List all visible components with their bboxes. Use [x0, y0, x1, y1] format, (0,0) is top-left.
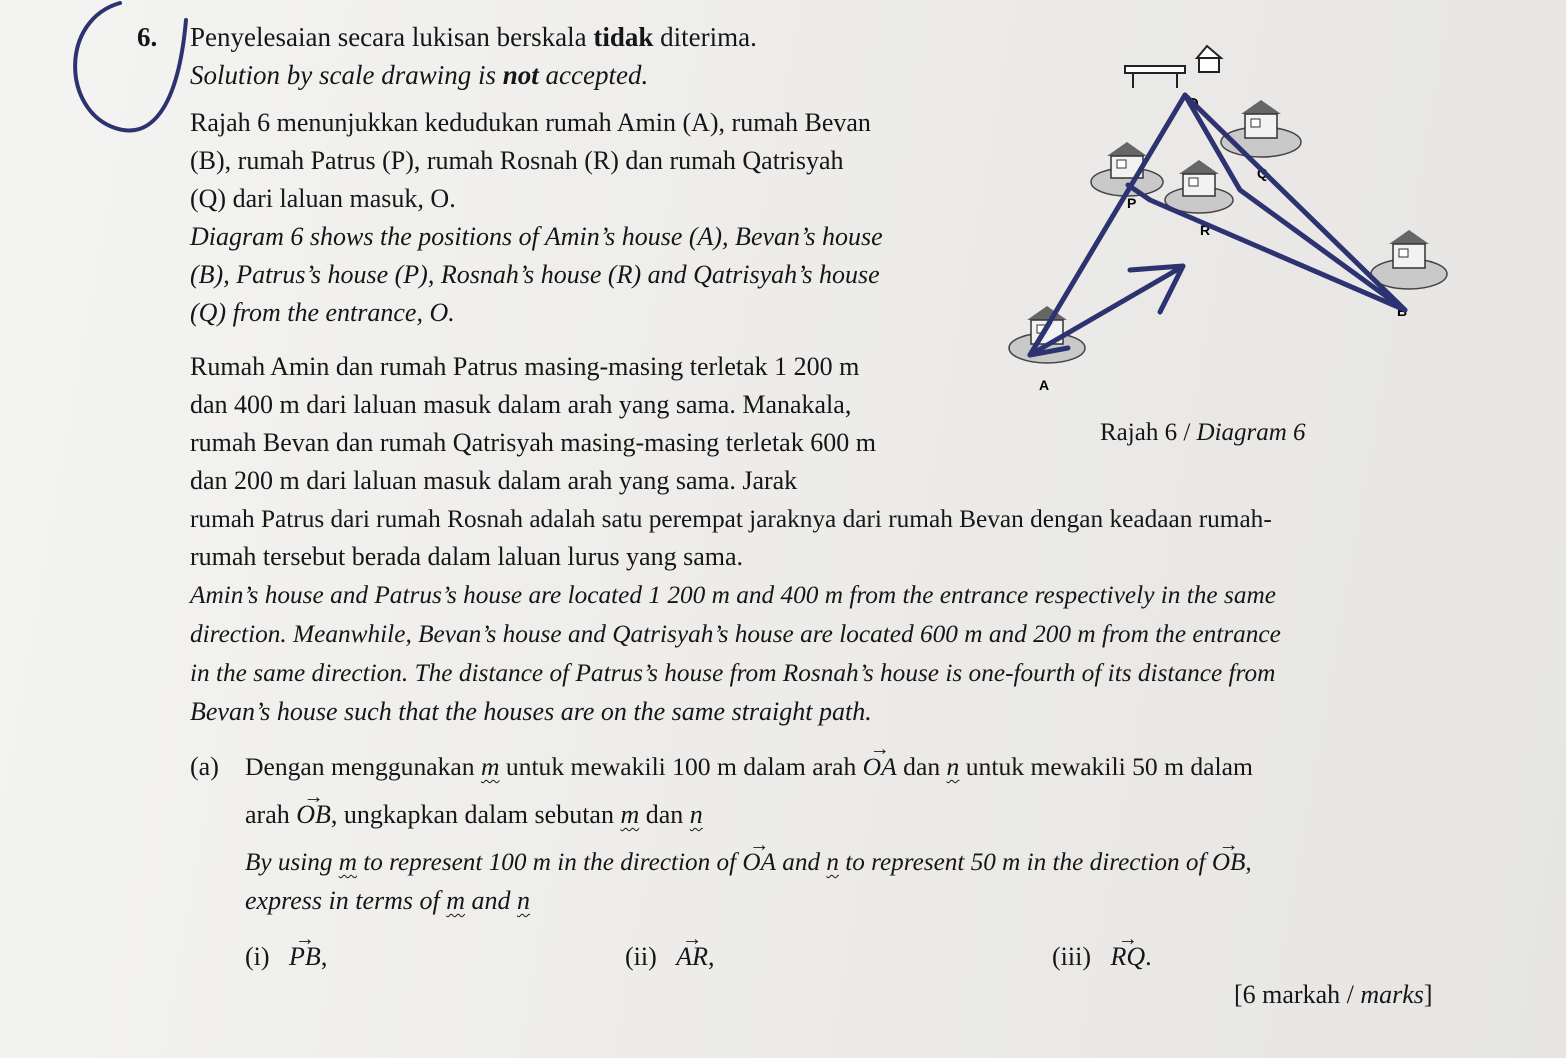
part-a-label: (a) — [190, 752, 219, 781]
para-ms-line-4: dan 200 m dari laluan masuk dalam arah yang sama. Jarak — [190, 466, 798, 495]
para-ms-line-5: rumah Patrus dari rumah Rosnah adalah satu perempat jaraknya dari rumah Bevan dengan keadaan rumah- — [190, 505, 1272, 533]
instruction-en: Solution by scale drawing is not accepted. — [190, 60, 649, 90]
label-Q: Q — [1257, 165, 1268, 181]
vector-ar: → AR — [676, 942, 708, 972]
para-ms-line-1: Rumah Amin dan rumah Patrus masing-masing terletak 1 200 m — [190, 352, 860, 381]
label-O: O — [1187, 95, 1199, 112]
marks-allocation: [6 markah / marks] — [1234, 980, 1433, 1009]
para-en-line-4: Bevan’s house such that the houses are on the same straight path. — [190, 697, 872, 726]
label-R: R — [1200, 222, 1211, 238]
vector-ob: → OB — [296, 800, 331, 830]
para-ms-line-3: rumah Bevan dan rumah Qatrisyah masing-masing terletak 600 m — [190, 428, 876, 457]
sub-question-i: (i) → PB, — [245, 942, 327, 972]
para-en-line-1: Amin’s house and Patrus’s house are located 1 200 m and 400 m from the entrance respectively in the same — [190, 581, 1276, 609]
sub-question-ii: (ii) → AR, — [625, 942, 715, 972]
vector-rq: → RQ — [1111, 942, 1146, 972]
house-B-icon — [1371, 230, 1447, 289]
diagram-6 — [975, 30, 1475, 410]
vector-oa: → OA — [863, 752, 897, 782]
intro-en-line-2: (B), Patrus’s house (P), Rosnah’s house (R) and Qatrisyah’s house — [190, 260, 880, 289]
diagram-caption: Rajah 6 / Diagram 6 — [1100, 419, 1306, 446]
ink-arc — [75, 3, 186, 131]
question-number: 6. — [137, 22, 158, 52]
para-ms-line-6: rumah tersebut berada dalam laluan lurus yang sama. — [190, 542, 744, 571]
instruction-ms: Penyelesaian secara lukisan berskala tidak diterima. — [190, 22, 757, 52]
para-en-line-2: direction. Meanwhile, Bevan’s house and Qatrisyah’s house are located 600 m and 200 m from the entrance — [190, 620, 1281, 648]
part-a-ms-line-2: arah → OB, ungkapkan dalam sebutan m dan n — [245, 800, 703, 830]
part-a-en-line-2: express in terms of m and n — [245, 886, 531, 915]
part-a-ms-line-1: Dengan menggunakan m untuk mewakili 100 m dalam arah → OA dan n untuk mewakili 50 m dalam — [245, 752, 1253, 782]
house-Q-icon — [1221, 100, 1301, 157]
intro-en-line-1: Diagram 6 shows the positions of Amin’s house (A), Bevan’s house — [190, 222, 883, 251]
label-B: B — [1397, 303, 1408, 319]
label-A: A — [1039, 377, 1050, 393]
sub-question-iii: (iii) → RQ. — [1052, 942, 1152, 972]
vector-m: m — [480, 752, 500, 781]
intro-ms-line-2: (B), rumah Patrus (P), rumah Rosnah (R) dan rumah Qatrisyah — [190, 146, 844, 175]
intro-ms-line-1: Rajah 6 menunjukkan kedudukan rumah Amin (A), rumah Bevan — [190, 108, 871, 137]
vector-n: n — [946, 752, 960, 781]
para-ms-line-2: dan 400 m dari laluan masuk dalam arah yang sama. Manakala, — [190, 390, 852, 419]
part-a-en-line-1: By using m to represent 100 m in the direction of → OA and n to represent 50 m in the direction of → OB, — [245, 848, 1252, 878]
house-P-icon — [1091, 142, 1163, 196]
entrance-gate-icon — [1125, 46, 1221, 88]
vector-pb: → PB — [289, 942, 321, 972]
para-en-line-3: in the same direction. The distance of Patrus’s house from Rosnah’s house is one-fourth of its distance from — [190, 659, 1276, 687]
house-A-icon — [1009, 306, 1085, 363]
house-R-icon — [1165, 160, 1233, 213]
intro-en-line-3: (Q) from the entrance, O. — [190, 298, 455, 327]
intro-ms-line-3: (Q) dari laluan masuk, O. — [190, 184, 456, 213]
label-P: P — [1127, 195, 1137, 211]
